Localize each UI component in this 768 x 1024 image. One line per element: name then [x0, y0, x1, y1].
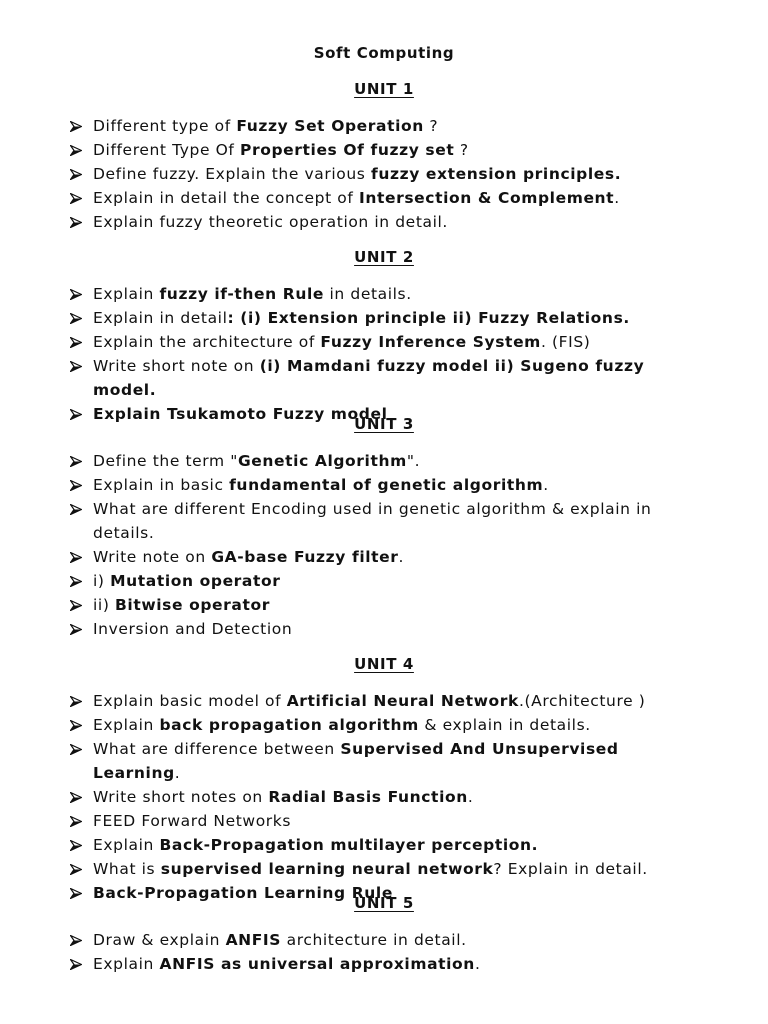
question-text-bold: Fuzzy Set Operation	[236, 117, 424, 135]
question-text-bold: Bitwise operator	[115, 596, 270, 614]
question-list	[70, 689, 710, 905]
question-text: .	[174, 764, 181, 782]
arrowhead-bullet-icon	[70, 337, 82, 348]
arrowhead-bullet-icon	[70, 504, 82, 515]
arrowhead-bullet-icon	[70, 121, 82, 132]
question-text: Define fuzzy. Explain the various	[93, 165, 371, 183]
question-text: ?	[454, 141, 469, 159]
question-text-bold: : (i) Extension principle ii) Fuzzy Relations.	[227, 309, 630, 327]
unit-heading	[0, 80, 768, 98]
unit-heading	[0, 655, 768, 673]
question-text-bold: Explain Tsukamoto Fuzzy model	[93, 405, 388, 423]
question-item	[70, 545, 710, 569]
question-text: .	[474, 955, 481, 973]
unit-heading	[0, 415, 768, 433]
question-item	[70, 497, 710, 545]
question-item	[70, 857, 710, 881]
arrowhead-bullet-icon	[70, 744, 82, 755]
arrowhead-bullet-icon	[70, 456, 82, 467]
question-item	[70, 473, 710, 497]
question-text-bold: (i) Mamdani fuzzy model ii) Sugeno fuzzy model.	[93, 357, 645, 399]
document-title: Soft Computing	[313, 44, 455, 62]
question-text-bold: Artificial Neural Network	[286, 692, 519, 710]
question-text-bold: Intersection & Complement	[358, 189, 615, 207]
question-text: Write short notes on	[93, 788, 269, 806]
question-text: Explain basic model of	[93, 692, 287, 710]
question-text: What are different Encoding used in genetic algorithm & explain in details.	[93, 500, 652, 542]
question-text-bold: Radial Basis Function	[268, 788, 468, 806]
question-text: .(Architecture )	[518, 692, 646, 710]
question-text: Explain in detail	[93, 309, 228, 327]
arrowhead-bullet-icon	[70, 480, 82, 491]
arrowhead-bullet-icon	[70, 696, 82, 707]
question-text: Explain	[93, 836, 160, 854]
question-item	[70, 617, 710, 641]
question-item	[70, 162, 710, 186]
question-text: .	[467, 788, 474, 806]
question-item	[70, 330, 710, 354]
question-item	[70, 928, 710, 952]
question-item	[70, 306, 710, 330]
question-text-bold: Mutation operator	[110, 572, 281, 590]
question-item	[70, 809, 710, 833]
question-text: FEED Forward Networks	[93, 812, 292, 830]
question-text: Explain	[93, 716, 160, 734]
question-item	[70, 593, 710, 617]
question-text-bold: fuzzy if-then Rule	[159, 285, 324, 303]
arrowhead-bullet-icon	[70, 193, 82, 204]
arrowhead-bullet-icon	[70, 792, 82, 803]
question-text-bold: Properties Of fuzzy set	[240, 141, 455, 159]
question-text: ".	[406, 452, 421, 470]
arrowhead-bullet-icon	[70, 169, 82, 180]
question-text: .	[543, 476, 549, 494]
question-text: Write short note on	[93, 357, 260, 375]
arrowhead-bullet-icon	[70, 864, 82, 875]
question-item	[70, 354, 710, 402]
arrowhead-bullet-icon	[70, 217, 82, 228]
arrowhead-bullet-icon	[70, 145, 82, 156]
question-text-bold: ANFIS as universal approximation	[159, 955, 475, 973]
arrowhead-bullet-icon	[70, 720, 82, 731]
question-item	[70, 449, 710, 473]
unit-heading-text: UNIT 1	[354, 80, 414, 98]
question-item	[70, 737, 710, 785]
question-text: Different type of	[93, 117, 237, 135]
unit-heading	[0, 248, 768, 266]
question-text-bold: back propagation algorithm	[159, 716, 419, 734]
arrowhead-bullet-icon	[70, 840, 82, 851]
question-item	[70, 952, 710, 976]
arrowhead-bullet-icon	[70, 313, 82, 324]
question-text: in details.	[324, 285, 412, 303]
question-text: Different Type Of	[93, 141, 241, 159]
question-list	[70, 282, 710, 426]
question-item	[70, 785, 710, 809]
question-list	[70, 928, 710, 976]
question-text: ii)	[93, 596, 115, 614]
question-text: Explain fuzzy theoretic operation in detail.	[93, 213, 448, 231]
question-text-bold: Fuzzy Inference System	[320, 333, 541, 351]
question-item	[70, 210, 710, 234]
question-item	[70, 833, 710, 857]
question-text: Write note on	[93, 548, 212, 566]
question-text: Explain the architecture of	[93, 333, 321, 351]
question-text-bold: Supervised And Unsupervised Learning	[93, 740, 619, 782]
unit-heading-text: UNIT 4	[354, 655, 414, 673]
question-item	[70, 689, 710, 713]
question-item	[70, 713, 710, 737]
question-text-bold: Back-Propagation Learning Rule	[93, 884, 393, 902]
question-text: . (FIS)	[540, 333, 591, 351]
question-text-bold: fundamental of genetic algorithm	[229, 476, 544, 494]
question-text: ? Explain in detail.	[493, 860, 648, 878]
question-text: i)	[93, 572, 111, 590]
question-item	[70, 186, 710, 210]
arrowhead-bullet-icon	[70, 959, 82, 970]
arrowhead-bullet-icon	[70, 289, 82, 300]
question-text-bold: ANFIS	[225, 931, 282, 949]
question-text-bold: GA-base Fuzzy filter	[211, 548, 399, 566]
question-text: .	[614, 189, 620, 207]
arrowhead-bullet-icon	[70, 600, 82, 611]
question-text-bold: Back-Propagation multilayer perception.	[159, 836, 539, 854]
arrowhead-bullet-icon	[70, 552, 82, 563]
arrowhead-bullet-icon	[70, 576, 82, 587]
unit-heading-text: UNIT 2	[354, 248, 414, 266]
arrowhead-bullet-icon	[70, 935, 82, 946]
question-item	[70, 569, 710, 593]
question-text-bold: Genetic Algorithm	[237, 452, 407, 470]
arrowhead-bullet-icon	[70, 624, 82, 635]
question-text: architecture in detail.	[281, 931, 467, 949]
question-text: .	[398, 548, 405, 566]
question-item	[70, 114, 710, 138]
question-text: Define the term "	[93, 452, 238, 470]
question-text: Inversion and Detection	[93, 620, 293, 638]
question-text: & explain in details.	[418, 716, 591, 734]
question-text-bold: fuzzy extension principles.	[370, 165, 622, 183]
question-list	[70, 449, 710, 641]
arrowhead-bullet-icon	[70, 361, 82, 372]
question-text: Explain	[93, 955, 160, 973]
question-text-bold: supervised learning neural network	[160, 860, 494, 878]
question-item	[70, 138, 710, 162]
unit-heading	[0, 894, 768, 912]
question-text: Explain in detail the concept of	[93, 189, 359, 207]
arrowhead-bullet-icon	[70, 816, 82, 827]
unit-heading-text: UNIT 5	[354, 894, 414, 912]
question-text: Explain	[93, 285, 160, 303]
question-list	[70, 114, 710, 234]
question-text: Explain in basic	[93, 476, 230, 494]
unit-heading-text: UNIT 3	[354, 415, 414, 433]
question-item	[70, 282, 710, 306]
question-text: What are difference between	[93, 740, 341, 758]
question-text: What is	[93, 860, 161, 878]
question-text: ?	[423, 117, 439, 135]
question-text: Draw & explain	[93, 931, 226, 949]
